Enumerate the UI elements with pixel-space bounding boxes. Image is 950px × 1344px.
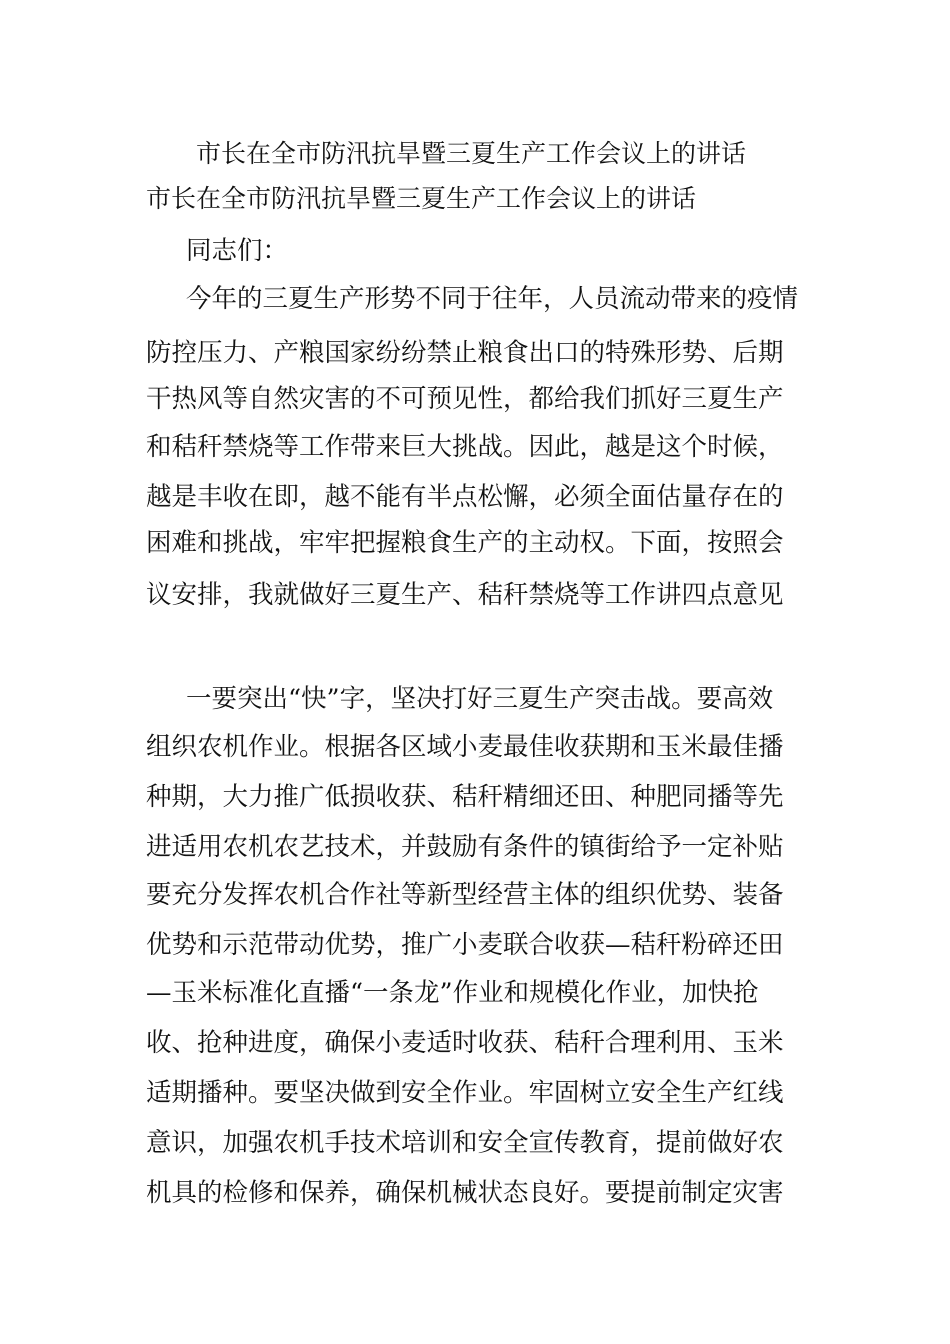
paragraph-line: 干热风等自然灾害的不可预见性，都给我们抓好三夏生产 xyxy=(146,384,784,414)
paragraph-line: 和秸秆禁烧等工作带来巨大挑战。因此，越是这个时候， xyxy=(146,432,784,462)
paragraph-line: 意识，加强农机手技术培训和安全宣传教育，提前做好农 xyxy=(146,1128,784,1158)
paragraph-line: 进适用农机农艺技术，并鼓励有条件的镇街给予一定补贴 xyxy=(146,832,784,862)
paragraph-line: 适期播种。要坚决做到安全作业。牢固树立安全生产红线 xyxy=(146,1078,784,1108)
paragraph-line: 种期，大力推广低损收获、秸秆精细还田、种肥同播等先 xyxy=(146,782,784,812)
paragraph-line: 一要突出“快”字，坚决打好三夏生产突击战。要高效 xyxy=(186,684,774,714)
paragraph-line: 组织农机作业。根据各区域小麦最佳收获期和玉米最佳播 xyxy=(146,732,784,762)
paragraph-line: 越是丰收在即，越不能有半点松懈，必须全面估量存在的 xyxy=(146,482,784,512)
paragraph-line: —玉米标准化直播“一条龙”作业和规模化作业，加快抢 xyxy=(146,978,759,1008)
paragraph-line: 议安排，我就做好三夏生产、秸秆禁烧等工作讲四点意见 xyxy=(146,580,784,610)
document-title: 市长在全市防汛抗旱暨三夏生产工作会议上的讲话 xyxy=(196,139,747,168)
paragraph-line: 要充分发挥农机合作社等新型经营主体的组织优势、装备 xyxy=(146,880,784,910)
paragraph-line: 收、抢种进度，确保小麦适时收获、秸秆合理利用、玉米 xyxy=(146,1028,784,1058)
paragraph-line: 优势和示范带动优势，推广小麦联合收获—秸秆粉碎还田 xyxy=(146,930,784,960)
salutation: 同志们： xyxy=(186,236,289,266)
paragraph-line: 今年的三夏生产形势不同于往年，人员流动带来的疫情 xyxy=(186,284,799,314)
paragraph-line: 困难和挑战，牢牢把握粮食生产的主动权。下面，按照会 xyxy=(146,528,784,558)
paragraph-line: 防控压力、产粮国家纷纷禁止粮食出口的特殊形势、后期 xyxy=(146,338,784,368)
document-subtitle: 市长在全市防汛抗旱暨三夏生产工作会议上的讲话 xyxy=(146,184,697,213)
paragraph-line: 机具的检修和保养，确保机械状态良好。要提前制定灾害 xyxy=(146,1178,784,1208)
